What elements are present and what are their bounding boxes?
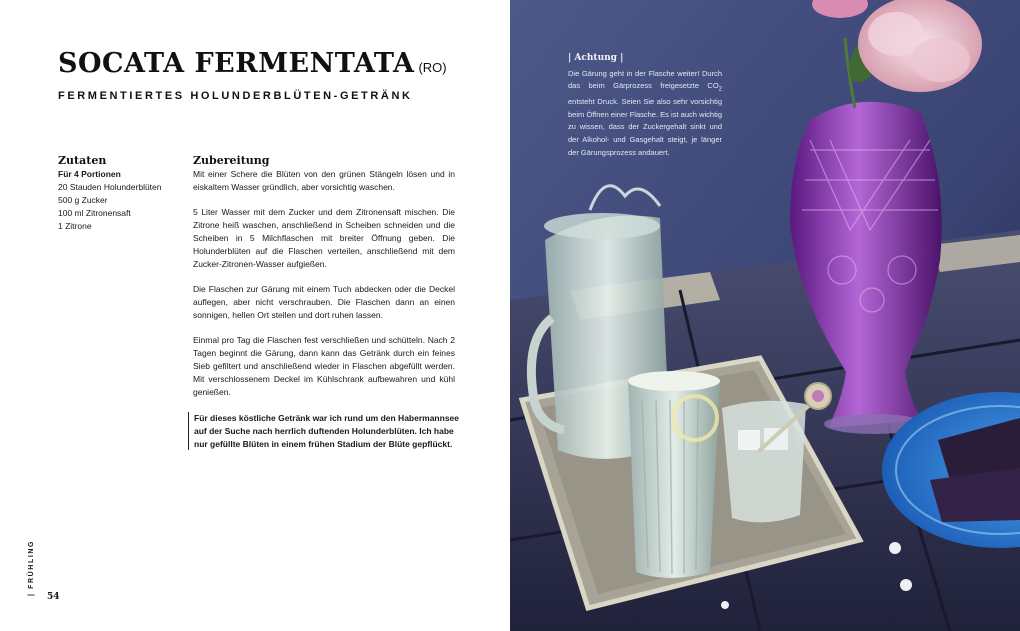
preparation-steps xyxy=(193,168,455,411)
preparation-step: Mit einer Schere die Blüten von den grünen Stängeln lösen und in eiskaltem Wasser gründlich, aber vorsichtig waschen. xyxy=(193,169,455,192)
section-label: | FRÜHLING xyxy=(28,539,35,596)
co2-subscript: 2 xyxy=(718,86,722,93)
recipe-title: SOCATA FERMENTATA (RO) xyxy=(58,48,447,79)
ingredients-list xyxy=(58,168,178,233)
preparation-step: 5 Liter Wasser mit dem Zucker und dem Zitronensaft mischen. Die Zitrone heiß waschen, anschließend in Scheiben schneiden und die Scheiben in 5 Milchflaschen mit breiter Öffnung geben. Die Holunderblüten auf die Flaschen verteilen, anschließend mit dem Zucker-Zitronen-Wasser aufgießen. xyxy=(193,207,455,269)
author-note: Für dieses köstliche Getränk war ich rund um den Habermannsee auf der Suche nach herrlich duftenden Holunderblüten. Ich habe nur gefüllte Blüten in einem frühen Stadium der Blüte gepflückt. xyxy=(188,412,460,450)
ingredient-item: 500 g Zucker xyxy=(58,195,108,205)
recipe-origin: (RO) xyxy=(418,60,447,75)
preparation-step: Die Flaschen zur Gärung mit einem Tuch abdecken oder die Deckel auflegen, aber nicht verschrauben. Die Flaschen dann an einen sonnigen, hellen Ort stellen und dort ruhen lassen. xyxy=(193,284,455,320)
recipe-subtitle: FERMENTIERTES HOLUNDERBLÜTEN-GETRÄNK xyxy=(58,90,413,102)
preparation-heading: Zubereitung xyxy=(193,154,270,167)
warning-box xyxy=(568,52,722,159)
portions-label: Für 4 Portionen xyxy=(58,169,121,179)
warning-title: | Achtung | xyxy=(568,53,624,63)
ingredient-item: 20 Stauden Holunderblüten xyxy=(58,182,162,192)
ingredients-heading: Zutaten xyxy=(58,154,107,167)
warning-text: Die Gärung geht in der Flasche weiter! Durch das beim Gärprozess freigesetzte $CO_2$ entsteht Druck. Seien Sie also sehr vorsichtig beim Öffnen einer Flasche. Es ist auch wichtig zu wissen, dass der Zuckergehalt sinkt und der Alkohol- und Gasgehalt steigt, je länger der Gärungsprozess andauert. xyxy=(568,68,722,157)
page-number: 54 xyxy=(47,592,60,602)
ingredient-item: 100 ml Zitronensaft xyxy=(58,208,131,218)
preparation-step: Einmal pro Tag die Flaschen fest verschließen und schütteln. Nach 2 Tagen beginnt die Gärung, dann kann das Getränk durch ein feines Sieb gefiltert und anschließend wieder in Flaschen abgefüllt werden. Mit verschlossenem Deckel im Kühlschrank aufbewahren und kühl genießen. xyxy=(193,335,455,397)
ingredient-item: 1 Zitrone xyxy=(58,221,92,231)
